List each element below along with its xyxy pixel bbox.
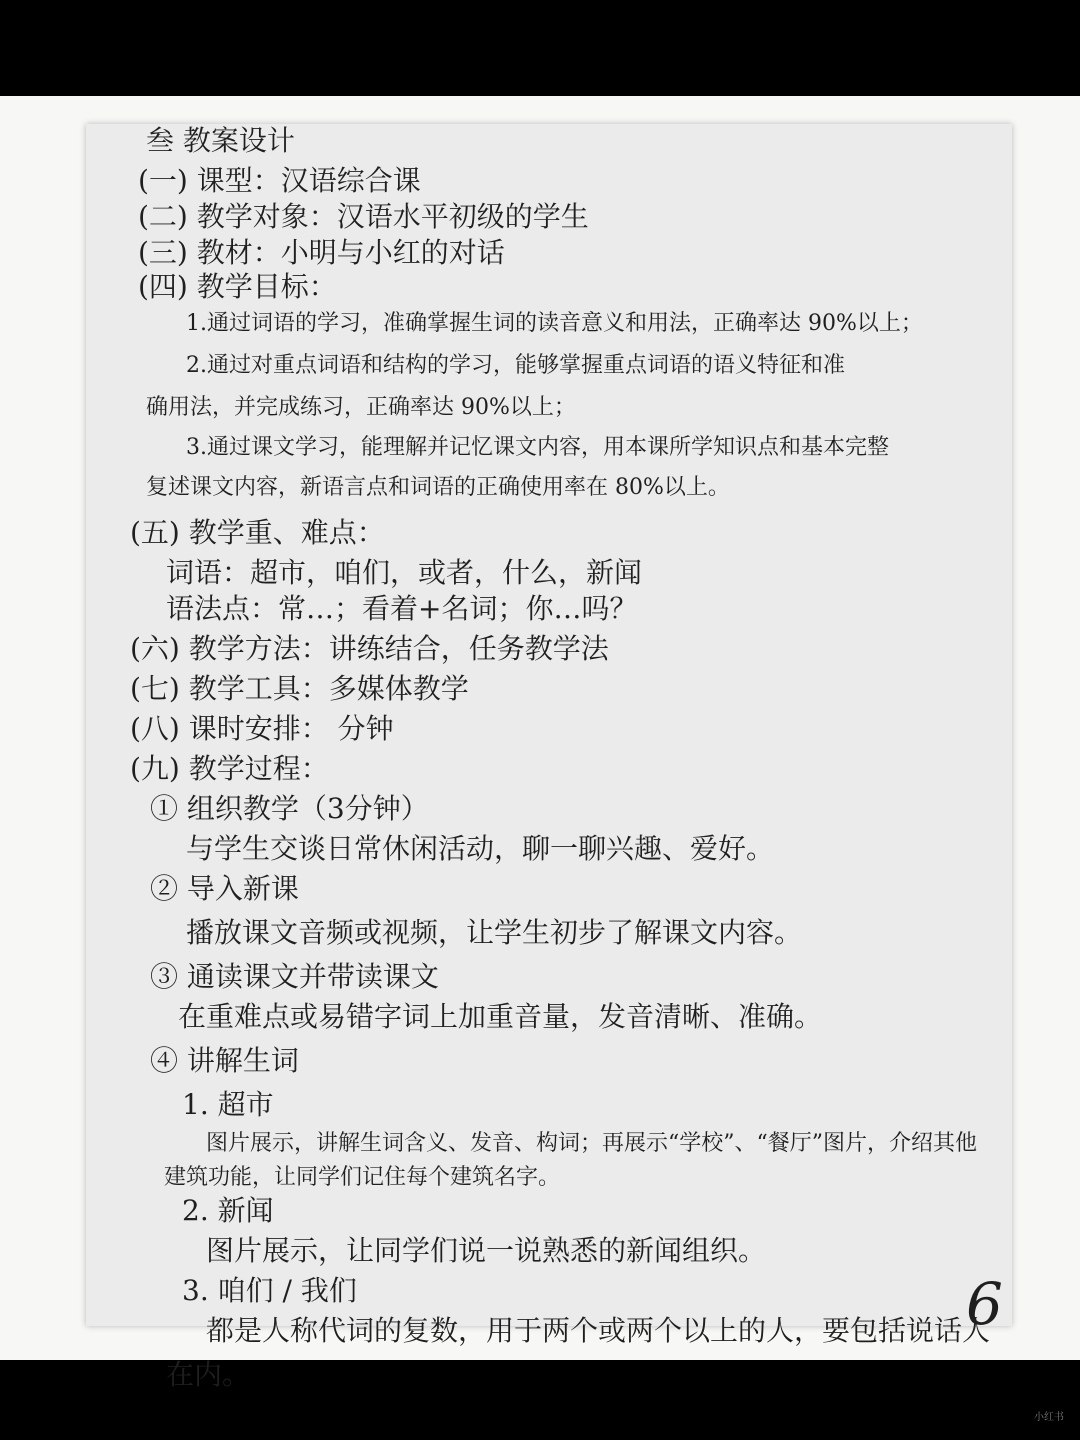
text-line: 确用法，并完成练习，正确率达 90%以上； — [146, 395, 576, 420]
text-line: 3. 咱们 / 我们 — [182, 1274, 357, 1307]
text-line: 2. 新闻 — [182, 1194, 274, 1227]
text-line: (六) 教学方法：讲练结合，任务教学法 — [130, 632, 609, 665]
text-line: (五) 教学重、难点： — [130, 516, 385, 549]
text-line: 建筑功能，让同学们记住每个建筑名字。 — [164, 1165, 561, 1190]
text-line: ② 导入新课 — [150, 872, 299, 905]
text-line: (九) 教学过程： — [130, 752, 329, 785]
watermark: 小红书 — [1034, 1412, 1064, 1423]
handwritten-page — [86, 124, 1012, 1391]
text-line: 2.通过对重点词语和结构的学习，能够掌握重点词语的语义特征和准 — [186, 353, 845, 378]
page-number: 6 — [966, 1270, 1003, 1338]
text-line: ④ 讲解生词 — [150, 1044, 299, 1077]
text-line: 图片展示，让同学们说一说熟悉的新闻组织。 — [206, 1234, 767, 1267]
text-line: ① 组织教学（3分钟） — [150, 792, 429, 825]
text-line: (四) 教学目标： — [138, 270, 337, 303]
text-line: 语法点：常…；看着+名词；你…吗？ — [166, 592, 638, 625]
section-title: 叁 教案设计 — [146, 124, 295, 157]
text-line: 与学生交谈日常休闲活动，聊一聊兴趣、爱好。 — [186, 832, 775, 865]
text-line: (一) 课型：汉语综合课 — [138, 164, 421, 197]
text-line: 词语：超市，咱们，或者，什么，新闻 — [166, 556, 643, 589]
text-line: 3.通过课文学习，能理解并记忆课文内容，用本课所学知识点和基本完整 — [186, 435, 889, 460]
text-line: 都是人称代词的复数，用于两个或两个以上的人，要包括说话人 — [206, 1314, 991, 1347]
text-line: 复述课文内容，新语言点和词语的正确使用率在 80%以上。 — [146, 475, 730, 500]
text-line: (七) 教学工具：多媒体教学 — [130, 672, 469, 705]
text-line: 在重难点或易错字词上加重音量，发音清晰、准确。 — [178, 1000, 823, 1033]
text-line: (三) 教材：小明与小红的对话 — [138, 236, 505, 269]
text-line: ③ 通读课文并带读课文 — [150, 960, 439, 993]
text-line: 播放课文音频或视频，让学生初步了解课文内容。 — [186, 916, 803, 949]
text-line: 在内。 — [166, 1358, 251, 1391]
text-line: (八) 课时安排： 分钟 — [130, 712, 394, 745]
text-line: (二) 教学对象：汉语水平初级的学生 — [138, 200, 589, 233]
text-line: 图片展示，讲解生词含义、发音、构词；再展示“学校”、“餐厅”图片，介绍其他 — [206, 1131, 977, 1156]
text-line: 1.通过词语的学习，准确掌握生词的读音意义和用法，正确率达 90%以上； — [186, 311, 923, 336]
text-line: 1. 超市 — [182, 1088, 274, 1121]
